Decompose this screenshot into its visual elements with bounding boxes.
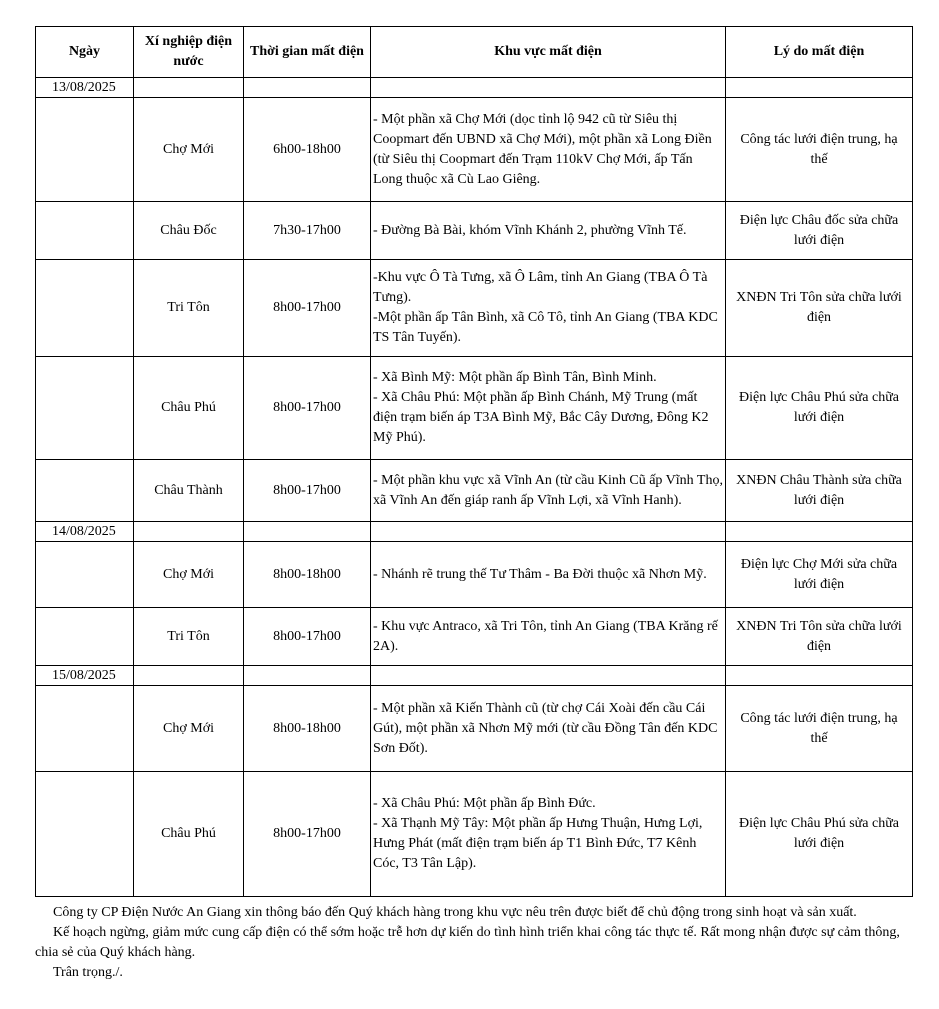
closing-line: Trân trọng./. bbox=[53, 965, 123, 980]
enterprise-cell: Châu Phú bbox=[134, 357, 244, 460]
time-cell: 7h30-17h00 bbox=[244, 202, 371, 260]
table-row bbox=[36, 260, 913, 357]
area-cell: - Một phần khu vực xã Vĩnh An (từ cầu Kinh Cũ ấp Vĩnh Thọ, xã Vĩnh An đến giáp ranh ấp Vĩnh Lợi, xã Vĩnh Hanh). bbox=[371, 460, 726, 522]
enterprise-cell: Chợ Mới bbox=[134, 98, 244, 202]
time-cell: 8h00-17h00 bbox=[244, 608, 371, 666]
header-time: Thời gian mất điện bbox=[244, 27, 371, 78]
time-cell: 6h00-18h00 bbox=[244, 98, 371, 202]
area-cell: - Khu vực Antraco, xã Tri Tôn, tỉnh An Giang (TBA Krăng rế 2A). bbox=[371, 608, 726, 666]
table-header-row bbox=[36, 27, 913, 78]
table-row bbox=[36, 357, 913, 460]
notice-paragraph: Kế hoạch ngừng, giảm mức cung cấp điện có thể sớm hoặc trễ hơn dự kiến do tình hình triển khai công tác thực tế. Rất mong nhận được sự cảm thông, chia sẻ của Quý khách hàng. bbox=[35, 925, 900, 960]
reason-cell: Điện lực Châu Phú sửa chữa lưới điện bbox=[726, 772, 913, 897]
time-cell: 8h00-17h00 bbox=[244, 357, 371, 460]
table-row bbox=[36, 202, 913, 260]
notice-text bbox=[35, 903, 900, 983]
time-cell: 8h00-18h00 bbox=[244, 542, 371, 608]
area-cell: - Một phần xã Chợ Mới (dọc tỉnh lộ 942 cũ từ Siêu thị Coopmart đến UBND xã Chợ Mới), một phần xã Long Điền (từ Siêu thị Coopmart đến Trạm 110kV Chợ Mới, ấp Tấn Long thuộc xã Cù Lao Giêng. bbox=[371, 98, 726, 202]
area-cell: - Một phần xã Kiến Thành cũ (từ chợ Cái Xoài đến cầu Cái Gút), một phần xã Nhơn Mỹ mới (từ cầu Đồng Tân đến KDC Sơn Đốt). bbox=[371, 686, 726, 772]
date-label: 14/08/2025 bbox=[36, 522, 134, 542]
time-cell: 8h00-17h00 bbox=[244, 260, 371, 357]
reason-cell: Công tác lưới điện trung, hạ thế bbox=[726, 98, 913, 202]
header-enterprise: Xí nghiệp điện nước bbox=[134, 27, 244, 78]
table-row bbox=[36, 98, 913, 202]
table-row bbox=[36, 542, 913, 608]
reason-cell: XNĐN Tri Tôn sửa chữa lưới điện bbox=[726, 608, 913, 666]
area-cell bbox=[371, 357, 726, 460]
date-row bbox=[36, 666, 913, 686]
enterprise-cell: Chợ Mới bbox=[134, 542, 244, 608]
enterprise-cell: Tri Tôn bbox=[134, 260, 244, 357]
header-day: Ngày bbox=[36, 27, 134, 78]
reason-cell: Điện lực Châu Phú sửa chữa lưới điện bbox=[726, 357, 913, 460]
enterprise-cell: Châu Phú bbox=[134, 772, 244, 897]
area-cell: - Nhánh rẽ trung thế Tư Thâm - Ba Đời thuộc xã Nhơn Mỹ. bbox=[371, 542, 726, 608]
date-row bbox=[36, 522, 913, 542]
area-cell bbox=[371, 772, 726, 897]
enterprise-cell: Tri Tôn bbox=[134, 608, 244, 666]
area-cell: - Đường Bà Bài, khóm Vĩnh Khánh 2, phường Vĩnh Tế. bbox=[371, 202, 726, 260]
area-line: - Xã Bình Mỹ: Một phần ấp Bình Tân, Bình Minh. - Xã Châu Phú: Một phần ấp Bình Chánh, Mỹ Trung (mất điện trạm biến áp T3A Bình Mỹ, Bắc Cây Dương, Đông K2 Mỹ Phú). bbox=[373, 370, 709, 445]
time-cell: 8h00-18h00 bbox=[244, 686, 371, 772]
date-label: 13/08/2025 bbox=[36, 78, 134, 98]
enterprise-cell: Chợ Mới bbox=[134, 686, 244, 772]
power-outage-table bbox=[35, 26, 913, 897]
date-label: 15/08/2025 bbox=[36, 666, 134, 686]
enterprise-cell: Châu Đốc bbox=[134, 202, 244, 260]
area-line: -Khu vực Ô Tà Tưng, xã Ô Lâm, tỉnh An Giang (TBA Ô Tà Tưng). -Một phần ấp Tân Bình, xã Cô Tô, tỉnh An Giang (TBA KDC TS Tân Tuyến). bbox=[373, 270, 718, 345]
table-row bbox=[36, 460, 913, 522]
reason-cell: XNĐN Tri Tôn sửa chữa lưới điện bbox=[726, 260, 913, 357]
reason-cell: Điện lực Chợ Mới sửa chữa lưới điện bbox=[726, 542, 913, 608]
area-cell bbox=[371, 260, 726, 357]
date-row bbox=[36, 78, 913, 98]
notice-paragraph: Công ty CP Điện Nước An Giang xin thông báo đến Quý khách hàng trong khu vực nêu trên được biết để chủ động trong sinh hoạt và sản xuất. bbox=[53, 905, 857, 920]
time-cell: 8h00-17h00 bbox=[244, 460, 371, 522]
enterprise-cell: Châu Thành bbox=[134, 460, 244, 522]
reason-cell: Điện lực Châu đốc sửa chữa lưới điện bbox=[726, 202, 913, 260]
header-reason: Lý do mất điện bbox=[726, 27, 913, 78]
time-cell: 8h00-17h00 bbox=[244, 772, 371, 897]
table-row bbox=[36, 772, 913, 897]
reason-cell: XNĐN Châu Thành sửa chữa lưới điện bbox=[726, 460, 913, 522]
table-row bbox=[36, 608, 913, 666]
area-line: - Xã Châu Phú: Một phần ấp Bình Đức. - Xã Thạnh Mỹ Tây: Một phần ấp Hưng Thuận, Hưng Lợi, Hưng Phát (mất điện trạm biến áp T1 Bình Đức, T7 Kênh Cóc, T3 Tân Lập). bbox=[373, 796, 703, 871]
table-row bbox=[36, 686, 913, 772]
reason-cell: Công tác lưới điện trung, hạ thế bbox=[726, 686, 913, 772]
header-area: Khu vực mất điện bbox=[371, 27, 726, 78]
